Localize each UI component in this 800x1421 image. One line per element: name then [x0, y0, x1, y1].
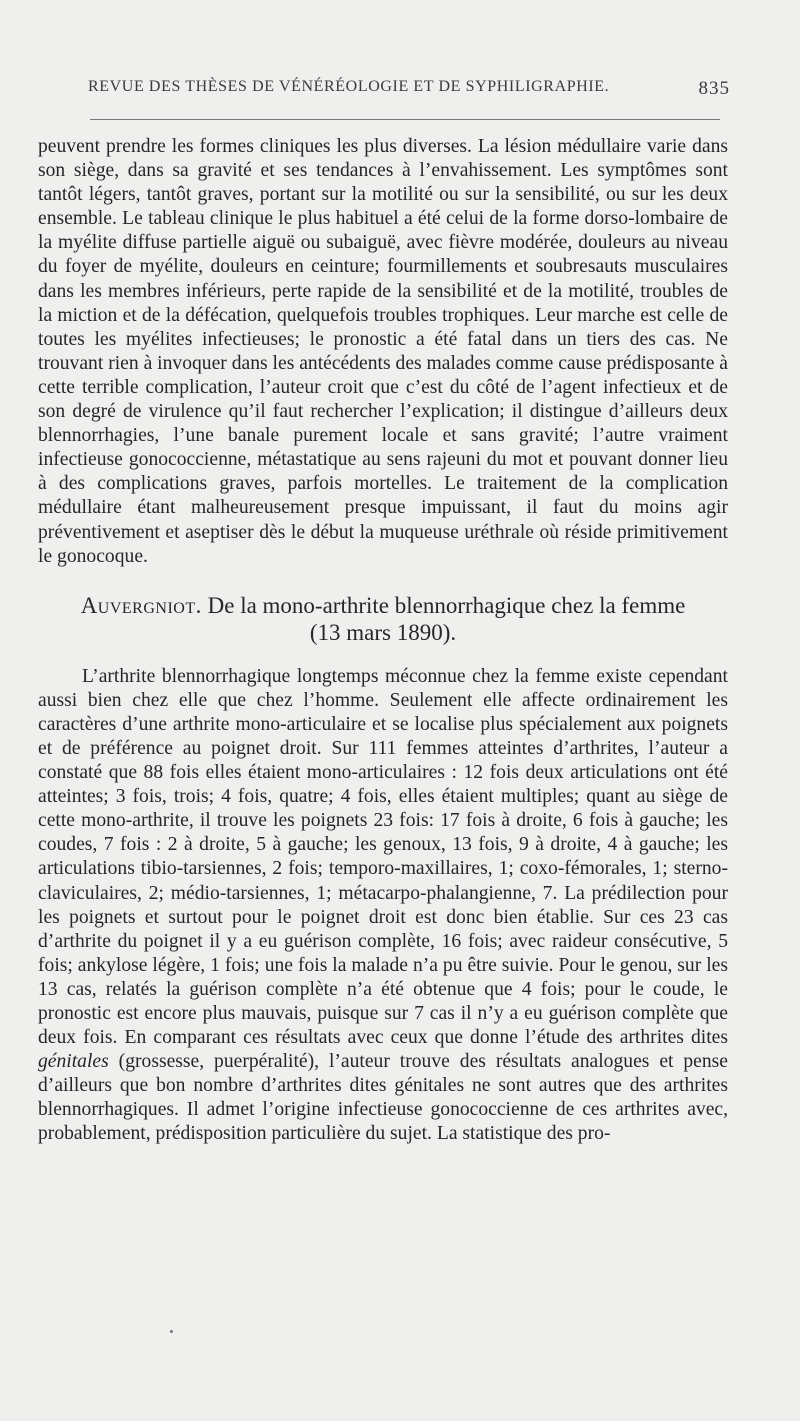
article-heading	[38, 592, 728, 646]
paragraph-monoarthritis-part-b: (grossesse, puerpéralité), l’auteur trouve des résultats analogues et pense d’ailleurs que bon nombre d’arthrites dites génitales ne sont autres que des arthrites blennorrhagiques. Il admet l’origine infectieuse gonococcienne de ces arthrites avec, probablement, prédisposition particulière du sujet. La statistique des pro-	[38, 1051, 728, 1145]
italic-term-genitales: génitales	[38, 1051, 109, 1073]
header-rule	[90, 119, 720, 120]
article-author: Auvergniot.	[80, 592, 202, 618]
paragraph-monoarthritis-part-a: L’arthrite blennorrhagique longtemps méconnue chez la femme existe cependant aussi bien chez elle que chez l’homme. Seulement elle affecte ordinairement les caractères d’une arthrite mono-articulaire et se localise plus spécialement aux poignets et de préférence au poignet droit. Sur 111 femmes atteintes d’arthrites, l’auteur a constaté que 88 fois elles étaient mono-articulaires : 12 fois deux articulations ont été atteintes; 3 fois, trois; 4 fois, quatre; 4 fois, elles étaient multiples; quant au siège de cette mono-arthrite, il trouve les poignets 23 fois: 17 fois à droite, 6 fois à gauche; les coudes, 7 fois : 2 à droite, 5 à gauche; les genoux, 13 fois, 9 à droite, 4 à gauche; les articulations tibio-tarsiennes, 2 fois; temporo-maxillaires, 1; coxo-fémorales, 1; sterno-claviculaires, 2; médio-tarsiennes, 1; métacarpo-phalangienne, 7. La prédilection pour les poignets et surtout pour le poignet droit est donc bien établie. Sur ces 23 cas d’arthrite du poignet il y a eu guérison complète, 16 fois; avec raideur consécutive, 5 fois; ankylose légère, 1 fois; une fois la malade n’a pu être suivie. Pour le genou, sur les 13 cas, relatés la guérison complète n’a été obtenue que 4 fois; pour le coude, le pronostic est encore plus mauvais, puisque sur 7 cas il n’y a eu guérison complète que deux fois. En comparant ces résultats avec ceux que donne l’étude des arthrites dites	[38, 665, 728, 1049]
article-title: De la mono-arthrite blennorrhagique chez la femme	[207, 592, 686, 618]
paragraph-monoarthritis	[38, 665, 728, 1147]
article-date: (13 mars 1890).	[309, 619, 457, 645]
running-title: REVUE DES THÈSES DE VÉNÉRÉOLOGIE ET DE SYPHILIGRAPHIE.	[88, 78, 610, 95]
body-text	[38, 135, 728, 1147]
paper-speck	[170, 1330, 173, 1333]
running-head	[88, 78, 730, 106]
paragraph-myelitis: peuvent prendre les formes cliniques les plus diverses. La lésion médullaire varie dans son siège, dans sa gravité et ses tendances à l’envahissement. Les symptômes sont tantôt légers, tantôt graves, portant sur la motilité ou sur la sensibilité, ou sur les deux ensemble. Le tableau clinique le plus habituel a été celui de la forme dorso-lombaire de la myélite diffuse partielle aiguë ou subaiguë, avec fièvre modérée, douleurs au niveau du foyer de myélite, douleurs en ceinture; fourmillements et soubresauts musculaires dans les membres inférieurs, perte rapide de la sensibilité et de la motilité, troubles de la miction et de la défécation, quelquefois troubles trophiques. Leur marche est celle de toutes les myélites infectieuses; le pronostic a été fatal dans un tiers des cas. Ne trouvant rien à invoquer dans les antécédents des malades comme cause prédisposante à cette terrible complication, l’auteur croit que c’est du côté de l’agent infectieux et de son degré de virulence qu’il faut rechercher l’explication; il distingue d’ailleurs deux blennorrhagies, l’une banale purement locale et sans gravité; l’autre vraiment infectieuse gonococcienne, métastatique au sens rajeuni du mot et pouvant donner lieu à des complications graves, parfois mortelles. Le traitement de la complication médullaire étant malheureusement presque impuissant, il faut du moins agir préventivement et aseptiser dès le début la muqueuse uréthrale où réside primitivement le gonocoque.	[38, 136, 728, 567]
page-number: 835	[698, 78, 730, 99]
